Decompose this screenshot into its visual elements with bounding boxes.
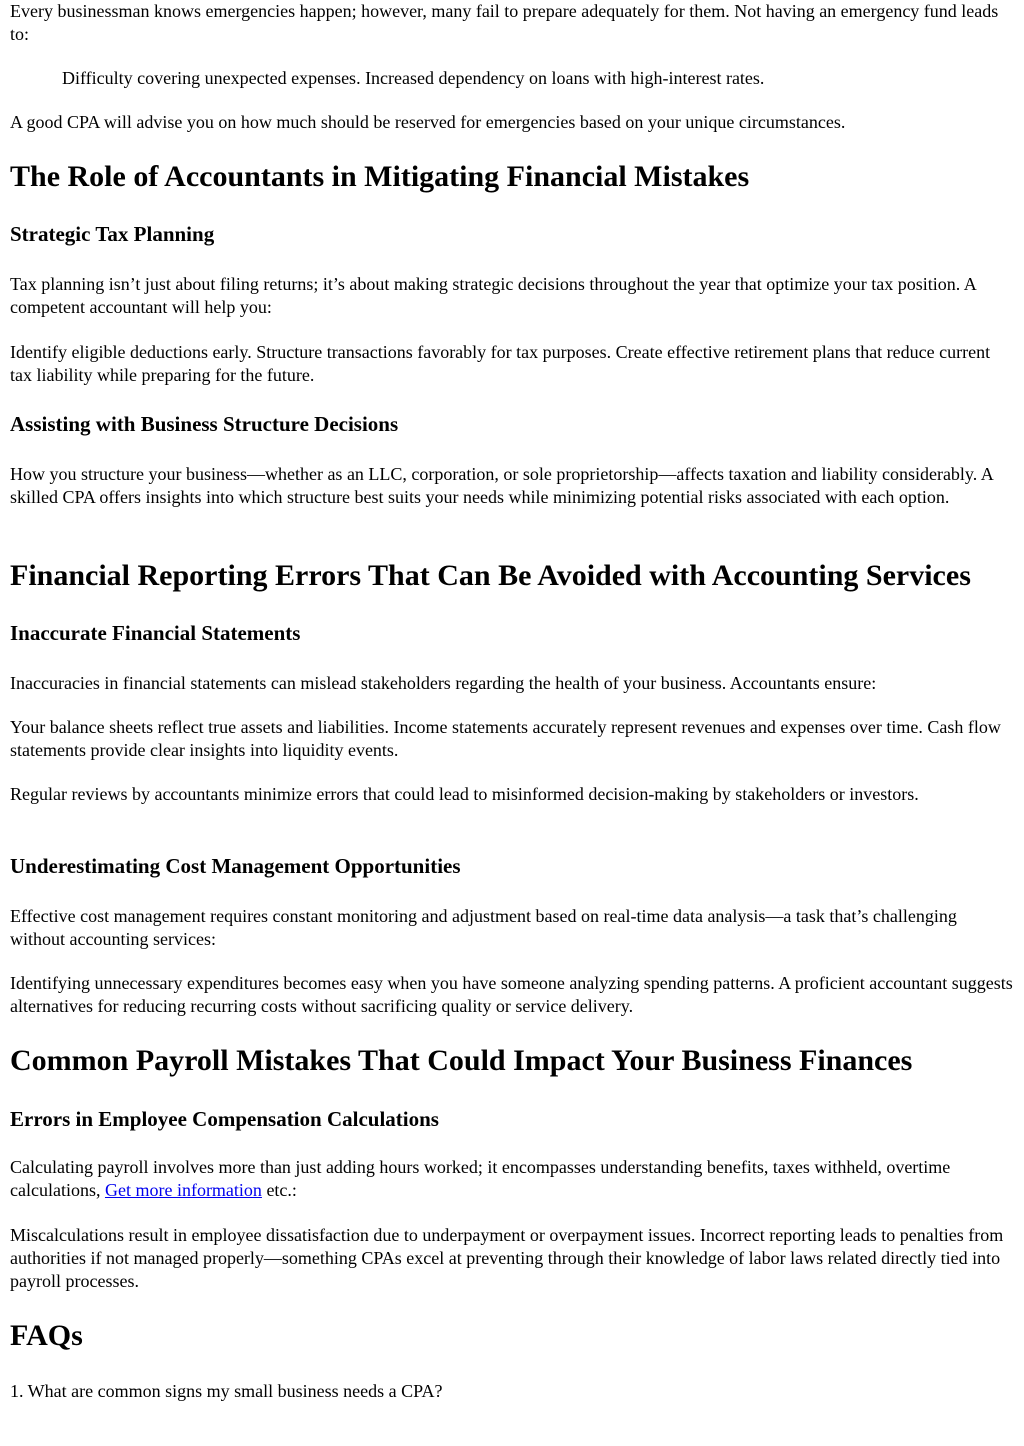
business-structure-paragraph: How you structure your business—whether as an LLC, corporation, or sole proprietorship—affects taxation and liability considerably. A skilled CPA offers insights into which structure best suits your needs while minimizing potential risks associated with each option. xyxy=(10,464,993,507)
balance-sheets-paragraph: Your balance sheets reflect true assets and liabilities. Income statements accurately represent revenues and expenses over time. Cash flow statements provide clear insights into liquidity events. xyxy=(10,717,1001,760)
intro-paragraph: Every businessman knows emergencies happen; however, many fail to prepare adequately for them. Not having an emergency fund leads to: xyxy=(10,1,999,44)
inaccuracies-paragraph: Inaccuracies in financial statements can mislead stakeholders regarding the health of your business. Accountants ensure: xyxy=(10,673,877,693)
subheading-cost-management: Underestimating Cost Management Opportunities xyxy=(10,854,461,878)
tax-planning-paragraph: Tax planning isn’t just about filing returns; it’s about making strategic decisions throughout the year that optimize your tax position. A competent accountant will help you: xyxy=(10,274,976,317)
payroll-text-start: Calculating payroll involves more than just adding hours worked; it encompasses understanding benefits, taxes withheld, overtime calculations, xyxy=(10,1157,951,1200)
subheading-strategic-tax-planning: Strategic Tax Planning xyxy=(10,222,215,246)
tax-benefits-paragraph: Identify eligible deductions early. Structure transactions favorably for tax purposes. Create effective retirement plans that reduce current tax liability while preparing for the future. xyxy=(10,342,991,385)
expenditures-paragraph: Identifying unnecessary expenditures becomes easy when you have someone analyzing spending patterns. A proficient accountant suggests alternatives for reducing recurring costs without sacrificing quality or service delivery. xyxy=(10,973,1013,1016)
faq-question-1: 1. What are common signs my small business needs a CPA? xyxy=(10,1381,443,1401)
section-heading-faqs: FAQs xyxy=(10,1319,83,1352)
subheading-business-structure: Assisting with Business Structure Decisions xyxy=(10,412,399,436)
emergency-fund-quote: Difficulty covering unexpected expenses. Increased dependency on loans with high-interest rates. xyxy=(62,68,765,88)
subheading-inaccurate-statements: Inaccurate Financial Statements xyxy=(10,621,301,645)
cost-management-paragraph: Effective cost management requires constant monitoring and adjustment based on real-time data analysis—a task that’s challenging without accounting services: xyxy=(10,906,957,949)
miscalculations-paragraph: Miscalculations result in employee dissatisfaction due to underpayment or overpayment issues. Incorrect reporting leads to penalties from authorities if not managed properly—something CPAs excel at preventing through their knowledge of labor laws related directly tied into payroll processes. xyxy=(10,1225,1004,1291)
subheading-compensation-errors: Errors in Employee Compensation Calculations xyxy=(10,1107,439,1131)
section-heading-payroll-mistakes: Common Payroll Mistakes That Could Impact Your Business Finances xyxy=(10,1044,913,1077)
section-heading-role-of-accountants: The Role of Accountants in Mitigating Financial Mistakes xyxy=(10,160,750,193)
payroll-paragraph xyxy=(10,1156,1014,1202)
get-more-information-link[interactable]: Get more information xyxy=(104,1180,262,1200)
section-heading-financial-reporting: Financial Reporting Errors That Can Be Avoided with Accounting Services xyxy=(10,559,971,592)
cpa-advice-paragraph: A good CPA will advise you on how much should be reserved for emergencies based on your unique circumstances. xyxy=(10,112,846,132)
payroll-text-end: etc.: xyxy=(261,1180,297,1200)
regular-reviews-paragraph: Regular reviews by accountants minimize errors that could lead to misinformed decision-making by stakeholders or investors. xyxy=(10,784,919,804)
